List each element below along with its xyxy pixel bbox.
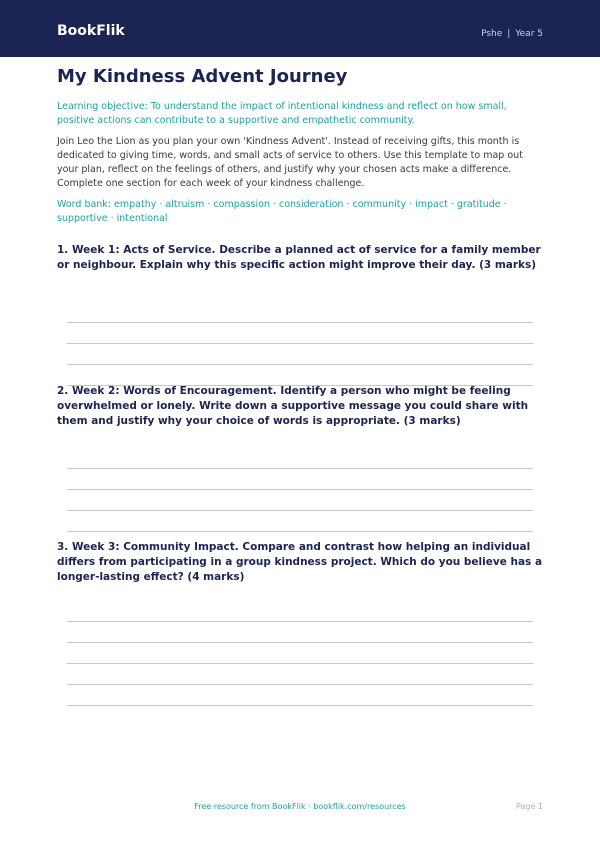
learning-objective: Learning objective: To understand the impact of intentional kindness and reflect on how small, positive actions can contribute to a supportive and empathetic community. <box>57 101 507 126</box>
question-3-text: 3. Week 3: Community Impact. Compare and contrast how helping an individual differs from participating in a group kindness project. Which do you believe has a longer-lasting effect? (4 marks) <box>57 541 543 583</box>
year-label: Year 5 <box>515 29 543 39</box>
question-3-answer-area[interactable] <box>67 601 533 706</box>
answer-line[interactable] <box>67 685 533 706</box>
word-bank: Word bank: empathy · altruism · compassion · consideration · community · impact · gratitude · supportive · intentional <box>57 199 507 224</box>
intro-text: Join Leo the Lion as you plan your own 'Kindness Advent'. Instead of receiving gifts, this month is dedicated to giving time, words, and small acts of service to others. Use this template to map out your plan, reflect on the feelings of others, and justify why your chosen acts make a difference. Complete one section for each week of your kindness challenge. <box>57 136 523 189</box>
question-1 <box>57 243 543 386</box>
footer-source-link[interactable]: Free resource from BookFlik · bookflik.com/resources <box>194 802 406 811</box>
answer-line[interactable] <box>67 643 533 664</box>
answer-line[interactable] <box>67 448 533 469</box>
worksheet-intro <box>57 66 543 226</box>
subject-label: Pshe <box>481 29 503 39</box>
question-1-answer-area[interactable] <box>67 302 533 386</box>
question-2-text: 2. Week 2: Words of Encouragement. Identify a person who might be feeling overwhelmed or lonely. Write down a supportive message you could share with them and justify why your choice of words is appropriate. (3 marks) <box>57 385 529 427</box>
answer-line[interactable] <box>67 622 533 643</box>
page-header <box>0 0 600 57</box>
meta-separator: | <box>507 29 511 39</box>
answer-line[interactable] <box>67 601 533 622</box>
answer-line[interactable] <box>67 490 533 511</box>
answer-line[interactable] <box>67 344 533 365</box>
page-number: Page 1 <box>516 802 543 811</box>
brand-logo: BookFlik <box>57 23 125 39</box>
answer-line[interactable] <box>67 469 533 490</box>
question-2-answer-area[interactable] <box>67 448 533 532</box>
question-2 <box>57 384 543 532</box>
answer-line[interactable] <box>67 302 533 323</box>
question-1-text: 1. Week 1: Acts of Service. Describe a planned act of service for a family member or neighbour. Explain why this specific action might improve their day. (3 marks) <box>57 244 541 271</box>
answer-line[interactable] <box>67 365 533 386</box>
answer-line[interactable] <box>67 664 533 685</box>
question-3 <box>57 540 543 706</box>
page-title: My Kindness Advent Journey <box>57 66 348 87</box>
answer-line[interactable] <box>67 323 533 344</box>
answer-line[interactable] <box>67 511 533 532</box>
subject-year <box>481 28 543 40</box>
